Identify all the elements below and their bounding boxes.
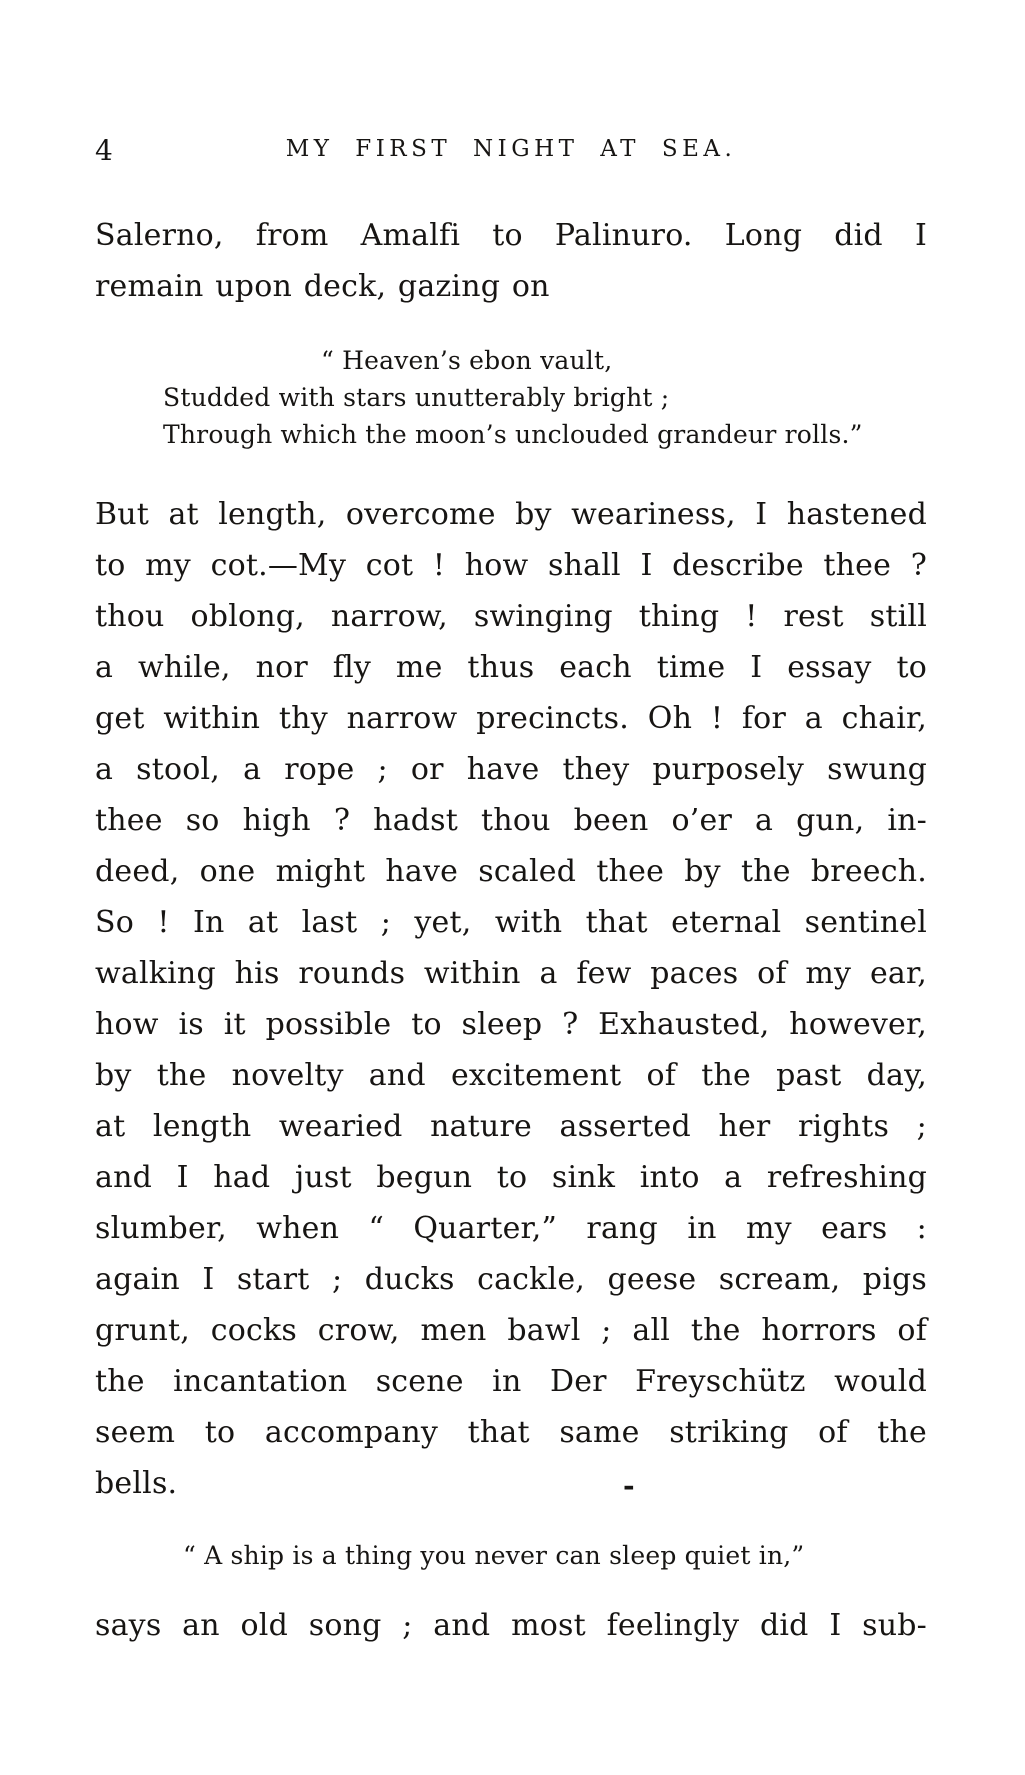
text-line: again I start ; ducks cackle, geese scream, pigs <box>95 1262 927 1297</box>
text-line: how is it possible to sleep ? Exhausted, however, <box>95 1007 927 1042</box>
text-line: grunt, cocks crow, men bawl ; all the horrors of <box>95 1313 927 1348</box>
text-line: slumber, when “ Quarter,” rang in my ears : <box>95 1211 927 1246</box>
song-quotation <box>95 1537 927 1574</box>
text-line: walking his rounds within a few paces of my ear, <box>95 956 927 991</box>
page-number: 4 <box>95 134 113 167</box>
text-line: seem to accompany that same striking of the <box>95 1415 927 1450</box>
text-line: a while, nor fly me thus each time I essay to <box>95 650 927 685</box>
text-line: and I had just begun to sink into a refreshing <box>95 1160 927 1195</box>
paragraph-main <box>95 489 927 1509</box>
text-column <box>95 0 927 1651</box>
paragraph-opening <box>95 210 927 312</box>
text-line: thou oblong, narrow, swinging thing ! rest still <box>95 599 927 634</box>
text-line: the incantation scene in Der Freyschütz would <box>95 1364 927 1399</box>
text-line: So ! In at last ; yet, with that eternal sentinel <box>95 905 927 940</box>
paragraph-closing <box>95 1600 927 1651</box>
page-header <box>95 136 927 168</box>
text-line-end: bells. <box>95 1466 178 1501</box>
verse-quotation <box>95 342 927 453</box>
text-line <box>95 1458 927 1509</box>
verse-line: Through which the moon’s unclouded grandeur rolls.” <box>163 420 863 449</box>
text-line: by the novelty and excitement of the past day, <box>95 1058 927 1093</box>
text-line: get within thy narrow precincts. Oh ! for a chair, <box>95 701 927 736</box>
text-line: remain upon deck, gazing on <box>95 269 550 304</box>
verse-line: Studded with stars unutterably bright ; <box>163 383 670 412</box>
text-line: thee so high ? hadst thou been o’er a gun, in- <box>95 803 927 838</box>
text-line: Salerno, from Amalfi to Palinuro. Long did I <box>95 218 927 253</box>
text-line: at length wearied nature asserted her rights ; <box>95 1109 927 1144</box>
text-line: a stool, a rope ; or have they purposely swung <box>95 752 927 787</box>
text-line: to my cot.—My cot ! how shall I describe thee ? <box>95 548 927 583</box>
stray-ink-mark: - <box>623 1469 635 1502</box>
verse-line: “ Heaven’s ebon vault, <box>321 346 613 375</box>
text-line: But at length, overcome by weariness, I hastened <box>95 497 927 532</box>
text-line: says an old song ; and most feelingly did I sub- <box>95 1608 927 1643</box>
running-header: MY FIRST NIGHT AT SEA. <box>285 136 737 162</box>
text-line: deed, one might have scaled thee by the breech. <box>95 854 927 889</box>
song-quote-line: “ A ship is a thing you never can sleep quiet in,” <box>183 1541 805 1570</box>
